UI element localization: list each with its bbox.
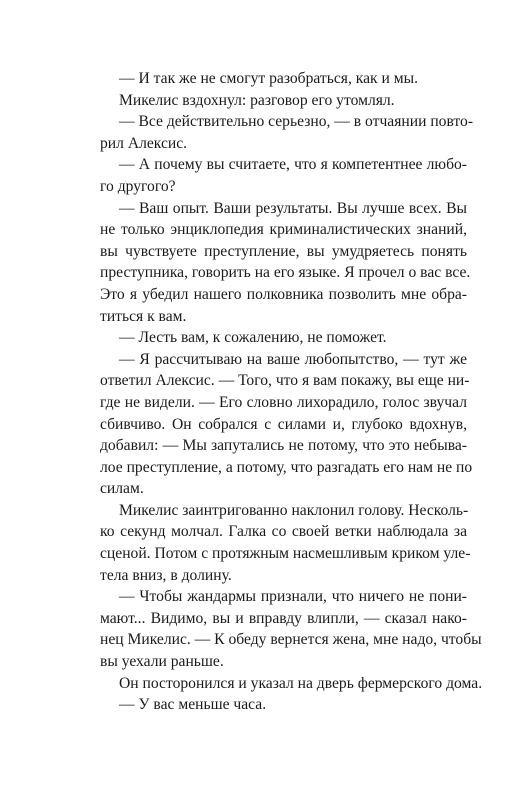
text-line: не только энциклопедия криминалистических знаний, (100, 221, 467, 239)
paragraph (100, 90, 467, 112)
text-line: мают... Видимо, вы и вправду влипли, — сказал нако- (100, 609, 467, 627)
text-line: лое преступление, а потому, что разгадать его нам не по (100, 458, 473, 476)
text-line: сбивчиво. Он собрался с силами и, глубоко вдохнув, (100, 415, 467, 433)
paragraph (100, 694, 467, 716)
paragraph (100, 327, 467, 349)
text-line: — Ваш опыт. Ваши результаты. Вы лучше всех. Вы (119, 199, 467, 217)
text-line: — И так же не смогут разобраться, как и мы. (119, 70, 418, 87)
paragraph (100, 349, 473, 500)
text-line: где не видели. — Его словно лихорадило, голос звучал (100, 393, 467, 411)
paragraph (100, 111, 474, 154)
text-line: — У вас меньше часа. (119, 696, 267, 714)
text-line: — Все действительно серьезно, — в отчаянии повто- (119, 113, 474, 131)
paragraph (100, 154, 467, 197)
paragraph (100, 586, 482, 672)
page-text (100, 68, 483, 716)
text-line: преступника, говорить на его языке. Я прочел о вас все. (100, 264, 471, 282)
paragraph (100, 500, 471, 586)
text-line: нец Микелис. — К обеду вернется жена, мне надо, чтобы (100, 631, 482, 649)
text-line: силам. (100, 480, 144, 498)
text-line: добавил: — Мы запутались не потому, что это небыва- (100, 437, 467, 455)
text-line: — Лесть вам, к сожалению, не поможет. (119, 329, 387, 347)
text-line: Микелис вздохнул: разговор его утомлял. (119, 91, 395, 109)
text-line: — А почему вы считаете, что я компетентнее любо- (119, 156, 467, 174)
text-line: ответил Алексис. — Того, что я вам покажу, вы еще ни- (100, 372, 470, 390)
text-line: титься к вам. (100, 307, 187, 325)
text-line: вы чувствуете преступление, вы умудряетесь понять (100, 242, 467, 260)
text-line: Он посторонился и указал на дверь фермерского дома. (119, 674, 483, 692)
text-line: сценой. Потом с протяжным насмешливым криком уле- (100, 545, 471, 563)
text-line: ко секунд молчал. Галка со своей ветки наблюдала за (100, 523, 467, 541)
paragraph (100, 673, 483, 695)
text-line: вы уехали раньше. (100, 653, 224, 671)
text-line: рил Алексис. (100, 134, 188, 152)
text-line: тела вниз, в долину. (100, 566, 232, 584)
paragraph (100, 198, 471, 328)
text-line: Это я убедил нашего полковника позволить мне обра- (100, 285, 467, 303)
paragraph (100, 68, 467, 90)
text-line: го другого? (100, 177, 176, 195)
text-line: Микелис заинтригованно наклонил голову. Несколь- (119, 501, 469, 519)
text-line: — Чтобы жандармы признали, что ничего не пони- (119, 588, 467, 606)
text-line: — Я рассчитываю на ваше любопытство, — тут же (119, 350, 467, 368)
